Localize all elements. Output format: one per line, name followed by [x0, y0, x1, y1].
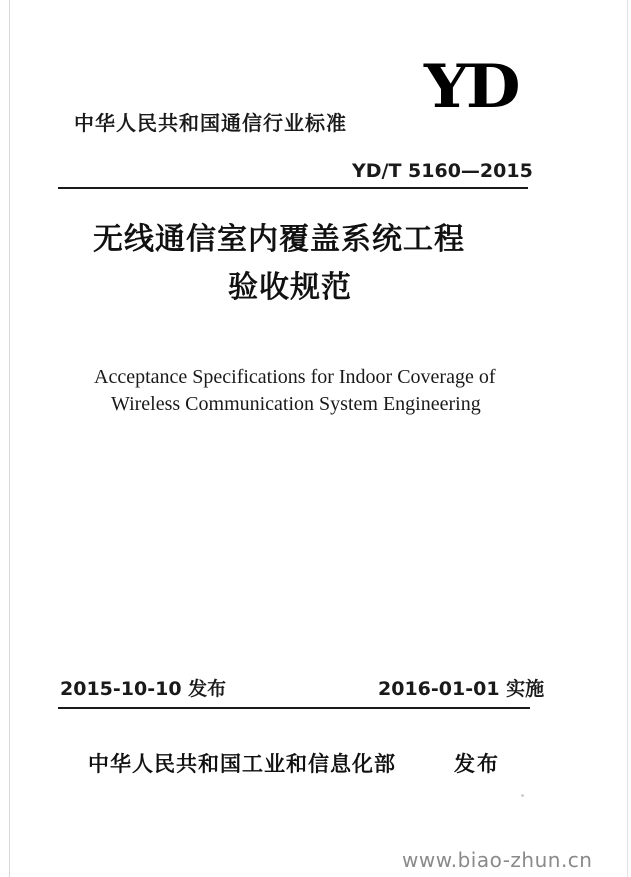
publish-label: 发布 — [454, 752, 500, 776]
yd-logo: YD — [424, 52, 518, 122]
issue-date: 2015-10-10 发布 — [60, 678, 227, 700]
standard-code: YD/T 5160—2015 — [352, 160, 533, 182]
chinese-title-line-1: 无线通信室内覆盖系统工程 — [93, 222, 465, 257]
page-edge-left — [9, 0, 10, 877]
scan-speck — [521, 794, 524, 797]
bottom-divider — [58, 707, 530, 709]
english-title-line-2: Wireless Communication System Engineering — [111, 393, 481, 415]
issuing-ministry: 中华人民共和国工业和信息化部 — [88, 752, 396, 776]
chinese-title-line-2: 验收规范 — [228, 270, 352, 305]
top-divider — [58, 187, 528, 189]
industry-standard-label: 中华人民共和国通信行业标准 — [74, 111, 347, 135]
implementation-date: 2016-01-01 实施 — [378, 678, 545, 700]
site-watermark: www.biao-zhun.cn — [402, 848, 593, 872]
english-title-line-1: Acceptance Specifications for Indoor Coverage of — [94, 366, 496, 388]
page-edge-right — [627, 0, 628, 877]
